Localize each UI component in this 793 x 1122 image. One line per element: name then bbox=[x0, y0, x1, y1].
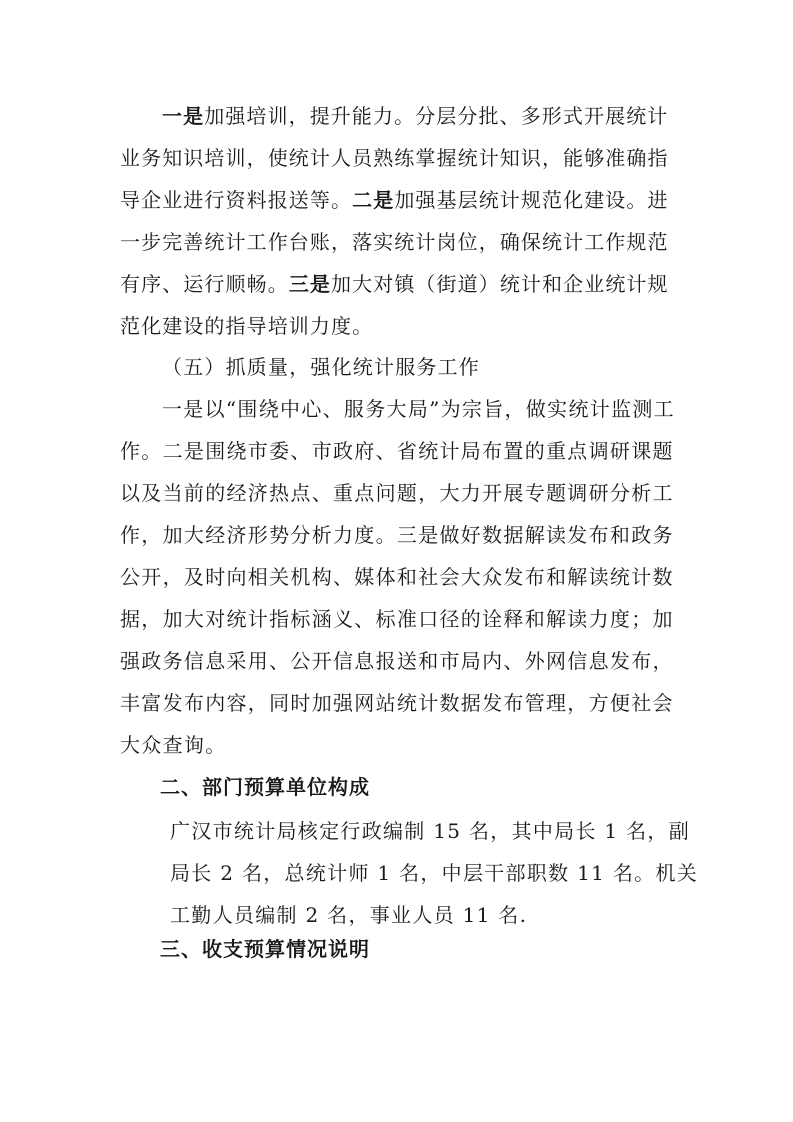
paragraph-line: 一是以“围绕中心、服务大局”为宗旨，做实统计监测工 bbox=[162, 397, 675, 421]
paragraph-line: 有序、运行顺畅。三是加大对镇（街道）统计和企业统计规 bbox=[120, 272, 669, 296]
paragraph-line: 导企业进行资料报送等。二是加强基层统计规范化建设。进 bbox=[120, 188, 669, 212]
section-heading: 二、部门预算单位构成 bbox=[160, 775, 370, 799]
paragraph-line: 广汉市统计局核定行政编制 15 名，其中局长 1 名，副 bbox=[170, 819, 691, 843]
paragraph-line: 局长 2 名，总统计师 1 名，中层干部职数 11 名。机关 bbox=[170, 861, 699, 885]
paragraph-line: 强政务信息采用、公开信息报送和市局内、外网信息发布， bbox=[120, 649, 674, 673]
paragraph-line: 作，加大经济形势分析力度。三是做好数据解读发布和政务 bbox=[120, 523, 674, 547]
section-heading: 三、收支预算情况说明 bbox=[160, 937, 370, 961]
paragraph-line: 一步完善统计工作台账，落实统计岗位，确保统计工作规范 bbox=[120, 230, 669, 254]
paragraph-line: 大众查询。 bbox=[120, 733, 227, 757]
bold-lead: 三是 bbox=[288, 272, 332, 296]
paragraph-line: 作。二是围绕市委、市政府、省统计局布置的重点调研课题 bbox=[120, 439, 674, 463]
paragraph-line: 业务知识培训，使统计人员熟练掌握统计知识，能够准确指 bbox=[120, 146, 669, 170]
bold-lead: 一是 bbox=[162, 104, 205, 128]
paragraph-line: 丰富发布内容，同时加强网站统计数据发布管理，方便社会 bbox=[120, 691, 674, 715]
paragraph-line: 公开，及时向相关机构、媒体和社会大众发布和解读统计数 bbox=[120, 565, 674, 589]
paragraph-line: 工勤人员编制 2 名，事业人员 11 名. bbox=[170, 903, 528, 927]
paragraph-line: 据，加大对统计指标涵义、标准口径的诠释和解读力度；加 bbox=[120, 607, 674, 631]
bold-lead: 二是 bbox=[352, 188, 395, 212]
paragraph-line: 以及当前的经济热点、重点问题，大力开展专题调研分析工 bbox=[120, 481, 674, 505]
paragraph-line: 范化建设的指导培训力度。 bbox=[120, 314, 374, 338]
subsection-title: （五）抓质量，强化统计服务工作 bbox=[162, 355, 480, 379]
paragraph-line: 一是加强培训，提升能力。分层分批、多形式开展统计 bbox=[162, 104, 669, 128]
